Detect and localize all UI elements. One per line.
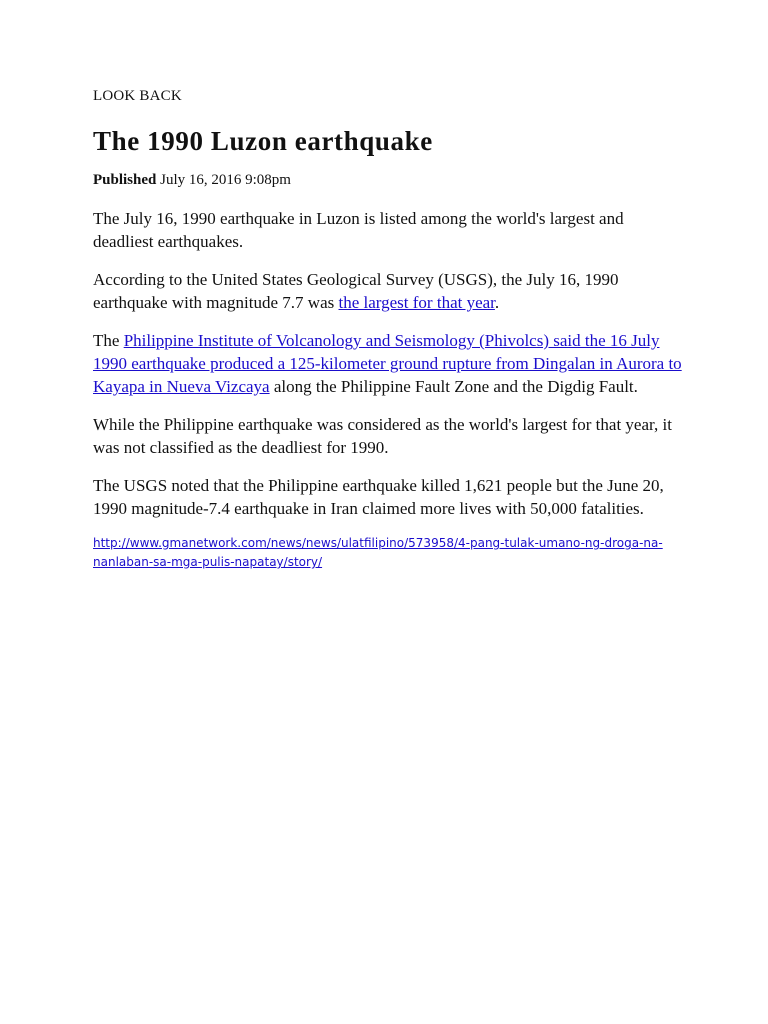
paragraph-4: While the Philippine earthquake was considered as the world's largest for that year, it was not classified as the deadliest for 1990.: [93, 415, 672, 457]
paragraph-3-end: along the Philippine Fault Zone and the Digdig Fault.: [269, 377, 638, 396]
article-page: [93, 86, 683, 572]
source-url-link[interactable]: http://www.gmanetwork.com/news/news/ulatfilipino/573958/4-pang-tulak-umano-ng-droga-na-nanlaban-sa-mga-pulis-napatay/story/: [93, 536, 663, 569]
paragraph-2-text: According to the United States Geological Survey (USGS), the July 16, 1990 earthquake with magnitude 7.7 was: [93, 270, 619, 312]
published-label: Published: [93, 172, 157, 188]
phivolcs-link[interactable]: Philippine Institute of Volcanology and Seismology (Phivolcs) said the 16 July 1990 earthquake produced a 125-kilometer ground rupture from Dingalan in Aurora to Kayapa in Nueva Vizcaya: [93, 331, 682, 396]
article-title: The 1990 Luzon earthquake: [93, 126, 433, 156]
source-url-line: [93, 534, 668, 572]
paragraph-3: [93, 329, 683, 398]
paragraph-5: The USGS noted that the Philippine earthquake killed 1,621 people but the June 20, 1990 magnitude-7.4 earthquake in Iran claimed more lives with 50,000 fatalities.: [93, 476, 664, 518]
paragraph-3-start: The: [93, 331, 124, 350]
paragraph-2-end: .: [494, 293, 500, 312]
largest-for-that-year-link[interactable]: the largest for that year: [338, 293, 495, 312]
section-kicker: LOOK BACK: [93, 88, 182, 104]
published-line: [93, 170, 683, 190]
paragraph-1: The July 16, 1990 earthquake in Luzon is listed among the world's largest and deadliest earthquakes.: [93, 209, 624, 251]
published-date: July 16, 2016 9:08pm: [160, 172, 291, 188]
paragraph-2: [93, 268, 683, 314]
